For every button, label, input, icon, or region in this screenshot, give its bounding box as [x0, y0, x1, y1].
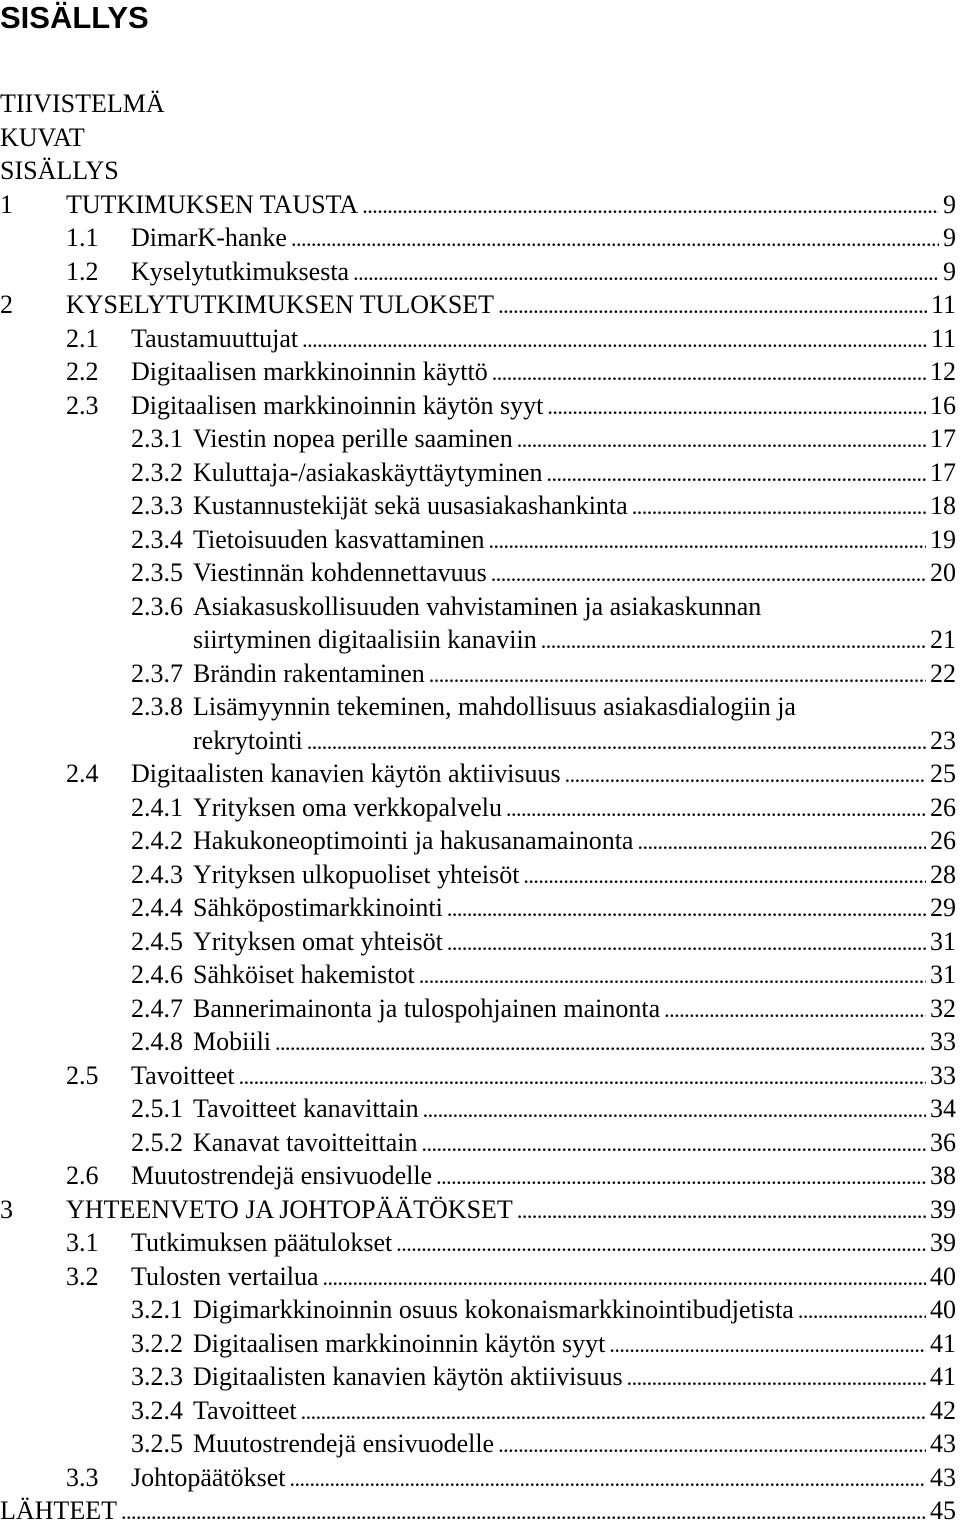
- toc-entry-number: 2.5: [66, 1060, 99, 1090]
- dot-leader: [429, 658, 926, 691]
- toc-page-number: 22: [930, 658, 956, 688]
- toc-entry-title: Yrityksen omat yhteisöt: [193, 926, 443, 956]
- toc-entry[interactable]: [0, 658, 960, 690]
- toc-entry-number: 3: [0, 1194, 13, 1224]
- dot-leader: [547, 390, 926, 423]
- toc-front-entry[interactable]: [0, 155, 960, 187]
- dot-leader: [492, 356, 926, 389]
- toc-entry-title: TIIVISTELMÄ: [0, 89, 165, 118]
- toc-entry-number: 2.3.8: [131, 692, 183, 721]
- toc-page-number: 34: [930, 1094, 956, 1123]
- toc-entry[interactable]: [0, 1127, 960, 1159]
- toc-entry[interactable]: [0, 323, 960, 355]
- toc-entry[interactable]: [0, 1395, 960, 1427]
- toc-entry-number: 2.4: [66, 759, 99, 788]
- toc-page-number: 23: [930, 725, 956, 755]
- toc-page-number: 18: [930, 491, 956, 520]
- toc-page-number: 26: [930, 826, 956, 855]
- toc-page-number: 25: [930, 759, 956, 788]
- toc-entry[interactable]: [0, 758, 960, 790]
- toc-page-number: 41: [930, 1362, 956, 1391]
- toc-entry-title: TUTKIMUKSEN TAUSTA: [66, 189, 359, 219]
- dot-leader: [419, 959, 926, 992]
- toc-entry[interactable]: [0, 1328, 960, 1360]
- toc-entry-number: 2.3.1: [131, 424, 183, 453]
- toc-page-number: 45: [930, 1496, 956, 1525]
- toc-entry[interactable]: [0, 892, 960, 924]
- toc-entry-title: YHTEENVETO JA JOHTOPÄÄTÖKSET: [66, 1194, 513, 1224]
- toc-entry-title: Viestin nopea perille saaminen: [193, 424, 513, 453]
- toc-entry[interactable]: [0, 524, 960, 556]
- toc-page-number: 26: [930, 792, 956, 822]
- toc-entry-number: 2.4.3: [131, 859, 183, 889]
- dot-leader: [323, 1261, 926, 1294]
- toc-page-number: 9: [943, 256, 956, 286]
- toc-entry-title: Digitaalisten kanavien käytön aktiivisuus: [193, 1362, 623, 1391]
- toc-entry-title: Bannerimainonta ja tulospohjainen mainonta: [193, 993, 661, 1023]
- toc-entry[interactable]: [0, 1060, 960, 1092]
- toc-entry-number: 2.1: [66, 323, 99, 353]
- toc-entry-number: 2.2: [66, 357, 99, 386]
- toc-entry[interactable]: [0, 256, 960, 288]
- toc-entry[interactable]: [0, 959, 960, 991]
- toc-entry-title: KYSELYTUTKIMUKSEN TULOKSET: [66, 290, 495, 319]
- toc-entry[interactable]: [0, 792, 960, 824]
- toc-entry[interactable]: [0, 1194, 960, 1226]
- dot-leader: [498, 1428, 926, 1461]
- toc-entry[interactable]: [0, 1227, 960, 1259]
- toc-entry-title: Sähköiset hakemistot: [193, 960, 415, 989]
- toc-entry-number: 2.4.6: [131, 960, 183, 989]
- toc-entry[interactable]: [0, 423, 960, 455]
- toc-entry[interactable]: [0, 189, 960, 221]
- toc-entry[interactable]: [0, 825, 960, 857]
- toc-entry-number: 1.1: [66, 223, 99, 252]
- dot-leader: [291, 222, 939, 255]
- toc-references-entry[interactable]: [0, 1495, 960, 1527]
- toc-entry-number: 2.4.1: [131, 792, 183, 822]
- dot-leader: [517, 1194, 926, 1227]
- toc-entry-title: Lisämyynnin tekeminen, mahdollisuus asiakasdialogiin ja: [193, 692, 796, 721]
- toc-entry-number: 2.3.6: [131, 591, 183, 621]
- toc-entry-title: Johtopäätökset: [131, 1462, 286, 1492]
- toc-page-number: 11: [930, 323, 956, 353]
- toc-page-number: 28: [930, 859, 956, 889]
- toc-entry-title: Digitaalisen markkinoinnin käytön syyt: [131, 390, 544, 420]
- toc-entry-number: 2.5.1: [131, 1094, 183, 1123]
- toc-page-number: 41: [930, 1328, 956, 1358]
- toc-entry-title: Taustamuuttujat: [131, 323, 299, 353]
- toc-entry-number: 2: [0, 290, 13, 319]
- toc-page-number: 9: [943, 189, 956, 219]
- toc-entry-title: Digitaalisen markkinoinnin käytön syyt: [193, 1328, 606, 1358]
- toc-entry-title: Digimarkkinoinnin osuus kokonaismarkkinointibudjetista: [193, 1295, 794, 1324]
- toc-front-entry[interactable]: [0, 122, 960, 154]
- dot-leader: [302, 323, 927, 356]
- dot-leader: [121, 1495, 926, 1528]
- dot-leader: [546, 457, 926, 490]
- toc-entry[interactable]: [0, 1462, 960, 1494]
- toc-entry-number: 2.4.5: [131, 926, 183, 956]
- dot-leader: [239, 1060, 926, 1093]
- toc-entry-title: Digitaalisten kanavien käytön aktiivisuus: [131, 759, 561, 788]
- toc-page-number: 36: [930, 1127, 956, 1157]
- toc-entry-number: 1.2: [66, 256, 99, 286]
- dot-leader: [489, 524, 926, 557]
- toc-entry-number: 2.3.7: [131, 658, 183, 688]
- toc-entry[interactable]: [0, 1093, 960, 1125]
- toc-entry-number: 2.4.8: [131, 1027, 183, 1056]
- dot-leader: [362, 189, 939, 222]
- toc-entry[interactable]: [0, 859, 960, 891]
- toc-entry-title: Sähköpostimarkkinointi: [193, 893, 443, 922]
- toc-entry-title: Tutkimuksen päätulokset: [131, 1228, 393, 1257]
- toc-entry-title: DimarK-hanke: [131, 223, 287, 252]
- toc-entry[interactable]: [0, 926, 960, 958]
- dot-leader: [447, 926, 926, 959]
- toc-entry-number: 3.2.5: [131, 1429, 183, 1458]
- toc-entry-title: Yrityksen ulkopuoliset yhteisöt: [193, 859, 520, 889]
- toc-page-number: 11: [930, 290, 956, 319]
- dot-leader: [307, 725, 926, 758]
- dot-leader: [423, 1093, 926, 1126]
- toc-entry-title: Tulosten vertailua: [131, 1261, 319, 1291]
- toc-entry[interactable]: [0, 1261, 960, 1293]
- dot-leader: [275, 1026, 926, 1059]
- dot-leader: [353, 256, 939, 289]
- toc-page-number: 21: [930, 625, 956, 654]
- toc-page-number: 12: [930, 357, 956, 386]
- toc-entry-number: 2.4.2: [131, 826, 183, 855]
- toc-entry-title: Mobiili: [193, 1027, 272, 1056]
- toc-entry-number: 1: [0, 189, 13, 219]
- toc-front-entry[interactable]: [0, 88, 960, 120]
- toc-page-number: 40: [930, 1295, 956, 1324]
- toc-entry-title: Yrityksen oma verkkopalvelu: [193, 792, 503, 822]
- toc-entry-number: 2.3: [66, 390, 99, 420]
- toc-entry-title: Hakukoneoptimointi ja hakusanamainonta: [193, 826, 634, 855]
- page-title: SISÄLLYS: [0, 0, 149, 35]
- toc-entry[interactable]: [0, 1026, 960, 1058]
- dot-leader: [506, 792, 926, 825]
- toc-entry[interactable]: [0, 591, 960, 623]
- toc-entry-number: 2.5.2: [131, 1127, 183, 1157]
- toc-page-number: 40: [930, 1261, 956, 1291]
- toc-page-number: 32: [930, 993, 956, 1023]
- toc-entry-number: 3.2.2: [131, 1328, 183, 1358]
- dot-leader: [301, 1395, 926, 1428]
- toc-page-number: 38: [930, 1161, 956, 1190]
- toc-entry[interactable]: [0, 222, 960, 254]
- dot-leader: [436, 1160, 926, 1193]
- dot-leader: [565, 758, 926, 791]
- toc-entry-title: Digitaalisen markkinoinnin käyttö: [131, 357, 488, 386]
- toc-entry[interactable]: [0, 356, 960, 388]
- toc-entry-number: 2.6: [66, 1161, 99, 1190]
- toc-entry[interactable]: [0, 390, 960, 422]
- toc-page-number: 43: [930, 1429, 956, 1458]
- toc-entry-number: 3.2.1: [131, 1295, 183, 1324]
- toc-page-number: 9: [943, 223, 956, 252]
- toc-page-number: 33: [930, 1060, 956, 1090]
- toc-page-number: 20: [930, 558, 956, 587]
- dot-leader: [637, 825, 926, 858]
- dot-leader: [798, 1294, 926, 1327]
- dot-leader: [447, 892, 926, 925]
- dot-leader: [523, 859, 926, 892]
- toc-entry-title: LÄHTEET: [0, 1496, 117, 1525]
- dot-leader: [422, 1127, 926, 1160]
- toc-entry[interactable]: [0, 691, 960, 723]
- toc-entry[interactable]: [0, 289, 960, 321]
- toc-entry[interactable]: [0, 490, 960, 522]
- toc-page-number: 39: [930, 1194, 956, 1224]
- toc-entry-title-continued: siirtyminen digitaalisiin kanaviin: [193, 625, 537, 654]
- toc-page-number: 19: [930, 524, 956, 554]
- dot-leader: [541, 624, 926, 657]
- dot-leader: [632, 490, 926, 523]
- toc-page-number: 29: [930, 893, 956, 922]
- dot-leader: [396, 1227, 926, 1260]
- toc-entry-number: 2.3.4: [131, 524, 183, 554]
- toc-entry-title: Kyselytutkimuksesta: [131, 256, 350, 286]
- toc-entry-number: 2.4.4: [131, 893, 183, 922]
- toc-page-number: 43: [930, 1462, 956, 1492]
- toc-page-number: 17: [930, 424, 956, 453]
- toc-page-number: 16: [930, 390, 956, 420]
- toc-entry-title: Asiakasuskollisuuden vahvistaminen ja asiakaskunnan: [193, 591, 762, 621]
- toc-entry-title: Tavoitteet kanavittain: [193, 1094, 419, 1123]
- toc-entry-title: Kustannustekijät sekä uusasiakashankinta: [193, 491, 628, 520]
- toc-entry-title: Kuluttaja-/asiakaskäyttäytyminen: [193, 457, 543, 487]
- toc-entry-title: SISÄLLYS: [0, 156, 119, 185]
- toc-entry-number: 2.3.2: [131, 457, 183, 487]
- toc-page-number: 17: [930, 457, 956, 487]
- toc-entry-title: KUVAT: [0, 122, 85, 152]
- toc-entry-title: Tavoitteet: [193, 1395, 297, 1425]
- toc-entry-continuation[interactable]: [0, 725, 960, 757]
- toc-entry[interactable]: [0, 557, 960, 589]
- toc-entry-number: 2.3.3: [131, 491, 183, 520]
- dot-leader: [627, 1361, 926, 1394]
- toc-entry-number: 3.2: [66, 1261, 99, 1291]
- toc-entry[interactable]: [0, 457, 960, 489]
- toc-page-number: 33: [930, 1027, 956, 1056]
- dot-leader: [517, 423, 926, 456]
- toc-entry-title: Muutostrendejä ensivuodelle: [131, 1161, 433, 1190]
- toc-entry-number: 2.3.5: [131, 558, 183, 587]
- toc-entry-title: Tavoitteet: [131, 1060, 235, 1090]
- toc-entry[interactable]: [0, 1361, 960, 1393]
- toc-entry-number: 3.1: [66, 1228, 99, 1257]
- toc-entry-title: Brändin rakentaminen: [193, 658, 425, 688]
- dot-leader: [664, 993, 926, 1026]
- toc-entry-title: Kanavat tavoitteittain: [193, 1127, 418, 1157]
- toc-page-number: 42: [930, 1395, 956, 1425]
- toc-entry-number: 3.2.4: [131, 1395, 183, 1425]
- dot-leader: [491, 557, 926, 590]
- toc-page-number: 31: [930, 960, 956, 989]
- toc-entry-continuation[interactable]: [0, 624, 960, 656]
- toc-entry[interactable]: [0, 1428, 960, 1460]
- toc-entry-title: Tietoisuuden kasvattaminen: [193, 524, 485, 554]
- toc-entry-number: 3.2.3: [131, 1362, 183, 1391]
- dot-leader: [290, 1462, 926, 1495]
- toc-entry-title: Muutostrendejä ensivuodelle: [193, 1429, 495, 1458]
- toc-entry-number: 3.3: [66, 1462, 99, 1492]
- toc-entry-number: 2.4.7: [131, 993, 183, 1023]
- dot-leader: [609, 1328, 926, 1361]
- dot-leader: [498, 289, 927, 322]
- toc-page-number: 31: [930, 926, 956, 956]
- toc-entry[interactable]: [0, 1294, 960, 1326]
- toc-entry[interactable]: [0, 1160, 960, 1192]
- toc-page-number: 39: [930, 1228, 956, 1257]
- toc-entry-title: Viestinnän kohdennettavuus: [193, 558, 487, 587]
- toc-entry[interactable]: [0, 993, 960, 1025]
- toc-entry-title-continued: rekrytointi: [193, 725, 303, 755]
